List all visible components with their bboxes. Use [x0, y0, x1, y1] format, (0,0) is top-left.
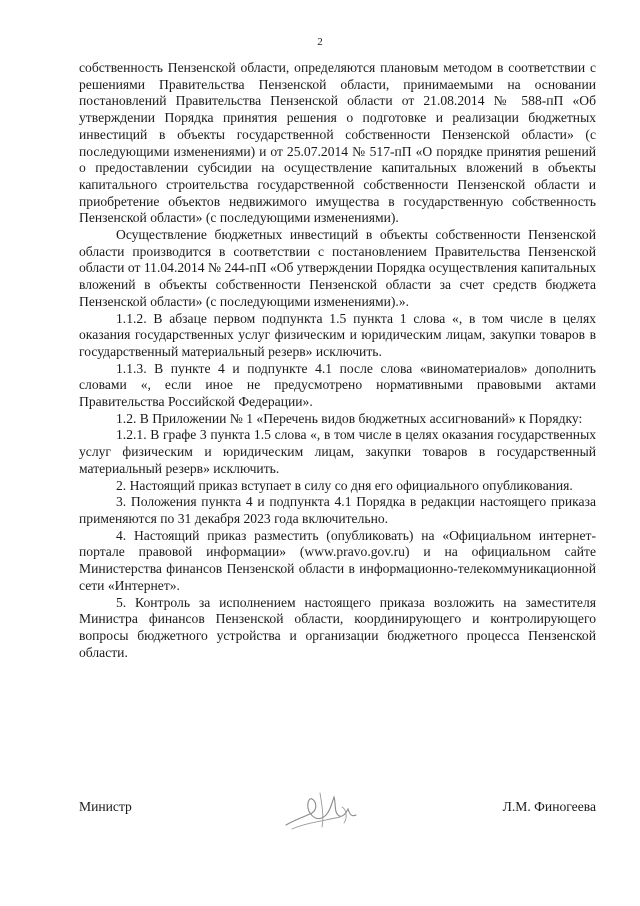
paragraph-1-1-2: 1.1.2. В абзаце первом подпункта 1.5 пункта 1 слова «, в том числе в целях оказания государственных услуг физическим и юридическим лицам, закупки товаров в государственный материальный резерв» исключить.	[79, 310, 596, 359]
paragraph-1-2: 1.2. В Приложении № 1 «Перечень видов бюджетных ассигнований» к Порядку:	[116, 410, 583, 426]
signatory-name: Л.М. Финогеева	[502, 799, 596, 814]
signature-block	[79, 799, 596, 849]
handwritten-signature	[282, 787, 362, 835]
paragraph-3: 3. Положения пункта 4 и подпункта 4.1 Порядка в редакции настоящего приказа применяются по 31 декабря 2023 года включительно.	[79, 494, 596, 526]
paragraph-5: 5. Контроль за исполнением настоящего приказа возложить на заместителя Министра финансов Пензенской области, координирующего и контролирующего вопросы бюджетного устройства и организации бюджетного процесса Пензенской области.	[79, 594, 596, 660]
paragraph-4: 4. Настоящий приказ разместить (опубликовать) на «Официальном интернет-портале правовой информации» (www.pravo.gov.ru) и на официальном сайте Министерства финансов Пензенской области в информационно-телекоммуникационной сети «Интернет».	[79, 527, 596, 593]
paragraph-1-1-3: 1.1.3. В пункте 4 и подпункте 4.1 после слова «виноматериалов» дополнить словами «, если иное не предусмотрено нормативными правовыми актами Правительства Российской Федерации».	[79, 360, 596, 410]
paragraph-continuation: собственность Пензенской области, определяются плановым методом в соответствии с решениями Правительства Пензенской области, принимаемыми на основании постановлений Правительства Пензенской области от 21.08.2014 № 588-пП «Об утверждении Порядка принятия решения о подготовке и реализации бюджетных инвестиций в объекты государственной собственности Пензенской области» (с последующими изменениями) и от 25.07.2014 № 517-пП «О порядке принятия решений о предоставлении субсидии на осуществление капитальных вложений в объекты капитального строительства государственной собственности Пензенской области и приобретение объектов недвижимого имущества в государственную собственность Пензенской области» (с последующими изменениями).	[79, 60, 596, 226]
paragraph-1-2-1: 1.2.1. В графе 3 пункта 1.5 слова «, в том числе в целях оказания государственных услуг физическим и юридическим лицам, закупки товаров в государственный материальный резерв» исключить.	[79, 427, 596, 476]
paragraph-2: 2. Настоящий приказ вступает в силу со дня его официального опубликования.	[116, 477, 573, 493]
paragraph-investments: Осуществление бюджетных инвестиций в объекты собственности Пензенской области производится в соответствии с постановлением Правительства Пензенской области от 11.04.2014 № 244-пП «Об утверждении Порядка осуществления капитальных вложений в объекты собственности Пензенской области за счет средств бюджета Пензенской области» (с последующими изменениями).».	[79, 227, 596, 309]
signatory-role: Министр	[79, 799, 132, 814]
page-number: 2	[317, 36, 323, 48]
document-body	[79, 60, 596, 661]
